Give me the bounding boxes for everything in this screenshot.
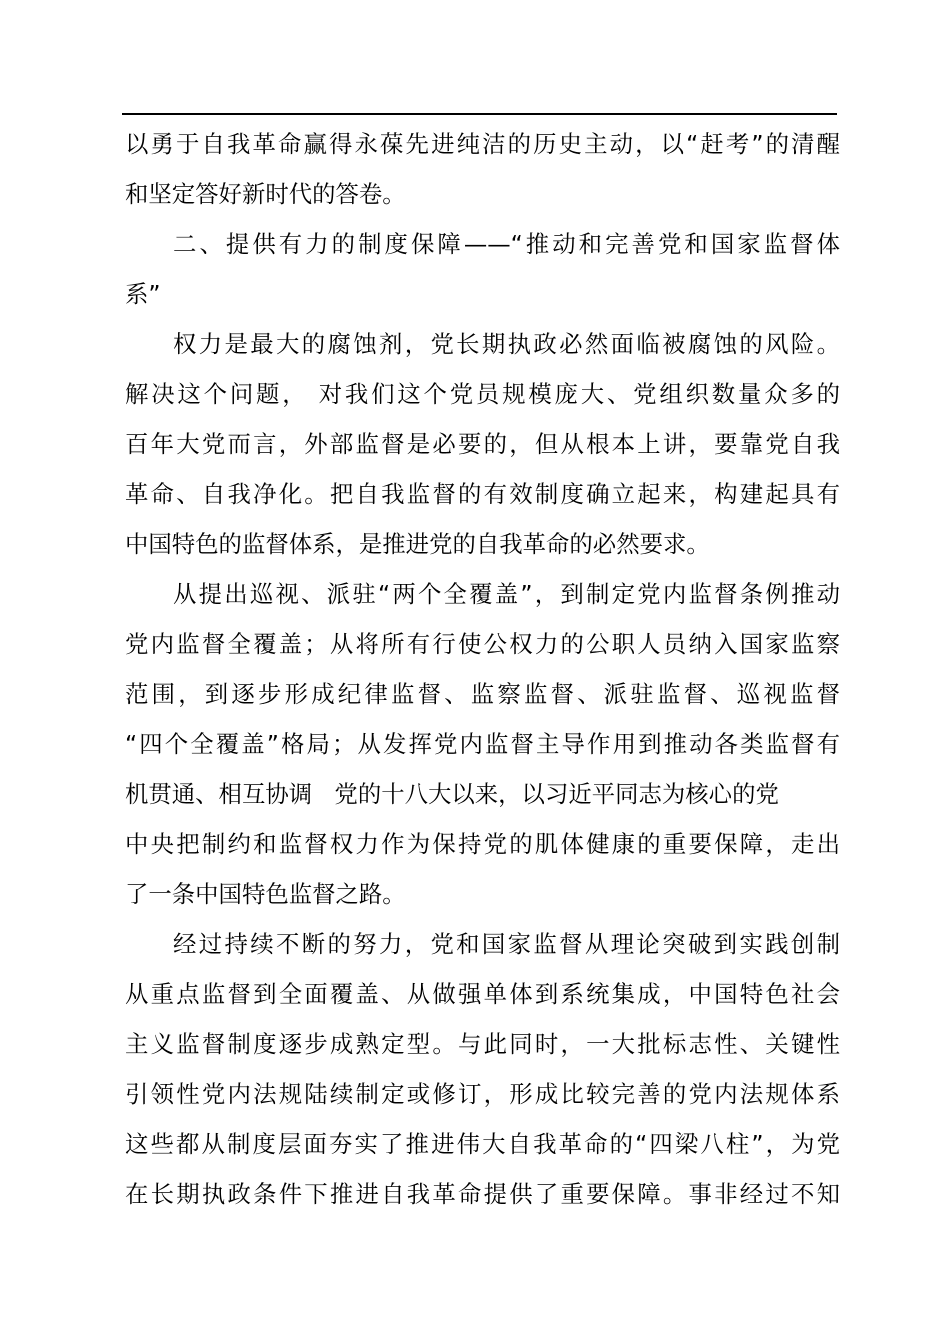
text-line: 了一条中国特色监督之路。 [125, 880, 406, 908]
text-line: 范围，到逐步形成纪律监督、监察监督、派驻监督、巡视监督 [125, 680, 840, 708]
text-line: 解决这个问题， 对我们这个党员规模庞大、党组织数量众多的 [125, 380, 840, 408]
text-line: 从提出巡视、派驻“两个全覆盖”，到制定党内监督条例推动 [173, 580, 840, 608]
text-line: 和坚定答好新时代的答卷。 [125, 180, 406, 208]
section-heading-cont: 系” [125, 280, 161, 308]
text-line: 这些都从制度层面夯实了推进伟大自我革命的“四梁八柱”，为党 [125, 1130, 840, 1158]
text-line: 以勇于自我革命赢得永葆先进纯洁的历史主动，以“赶考”的清醒 [125, 130, 840, 158]
section-heading: 二、提供有力的制度保障——“推动和完善党和国家监督体 [173, 230, 840, 258]
text-line: 中央把制约和监督权力作为保持党的肌体健康的重要保障，走出 [125, 830, 840, 858]
text-line: 经过持续不断的努力，党和国家监督从理论突破到实践创制 [173, 930, 840, 958]
text-line: 革命、自我净化。把自我监督的有效制度确立起来，构建起具有 [125, 480, 840, 508]
text-line: 中国特色的监督体系，是推进党的自我革命的必然要求。 [125, 530, 710, 558]
text-line: 在长期执政条件下推进自我革命提供了重要保障。事非经过不知 [125, 1180, 840, 1208]
header-rule [122, 113, 837, 115]
text-line: 百年大党而言，外部监督是必要的，但从根本上讲，要靠党自我 [125, 430, 840, 458]
text-line: 机贯通、相互协调 党的十八大以来，以习近平同志为核心的党 [125, 780, 779, 808]
text-line: “四个全覆盖”格局；从发挥党内监督主导作用到推动各类监督有 [125, 730, 840, 758]
text-line: 从重点监督到全面覆盖、从做强单体到系统集成，中国特色社会 [125, 980, 840, 1008]
text-line: 党内监督全覆盖；从将所有行使公权力的公职人员纳入国家监察 [125, 630, 840, 658]
text-line: 主义监督制度逐步成熟定型。与此同时，一大批标志性、关键性 [125, 1030, 840, 1058]
text-line: 权力是最大的腐蚀剂，党长期执政必然面临被腐蚀的风险。 [173, 330, 840, 358]
text-line: 引领性党内法规陆续制定或修订，形成比较完善的党内法规体系 [125, 1080, 840, 1108]
